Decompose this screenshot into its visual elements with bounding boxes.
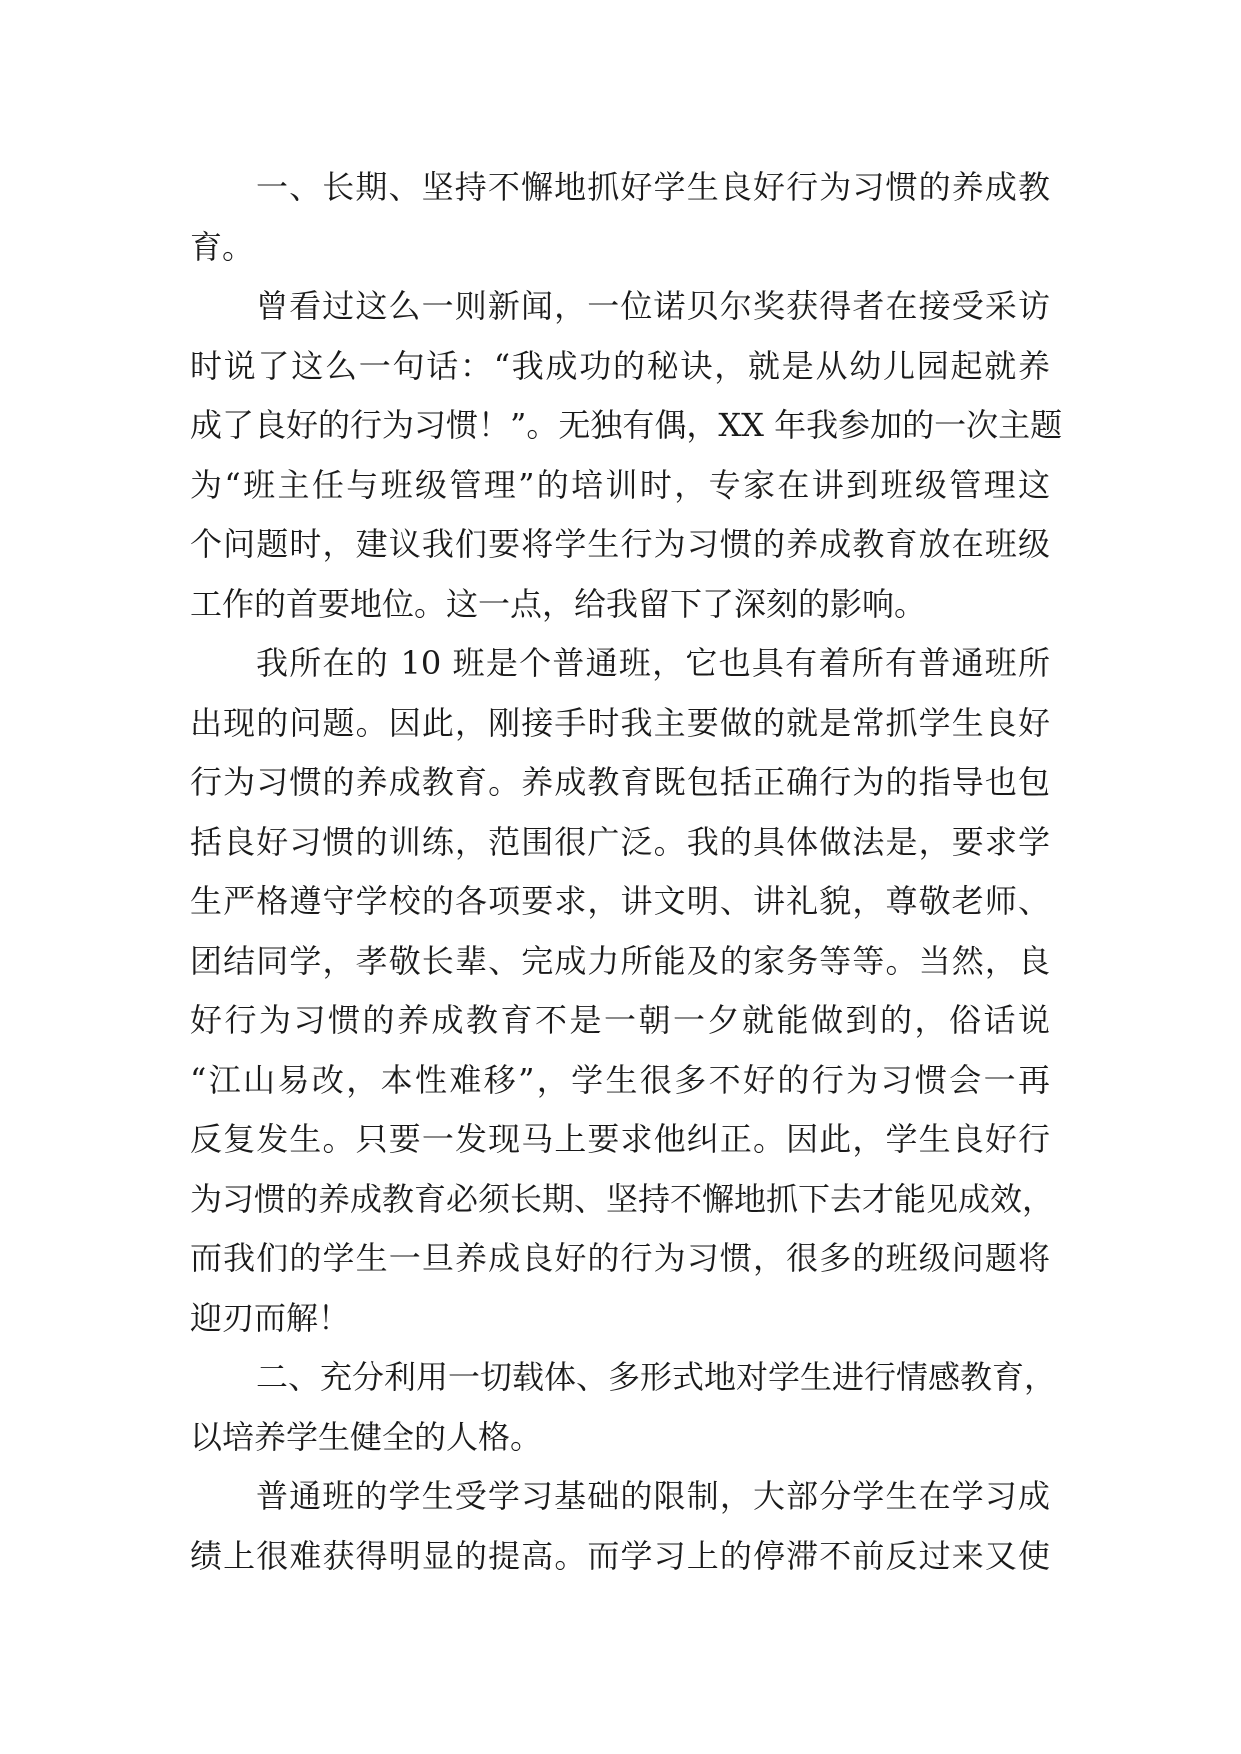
text-line: 一、长期、坚持不懈地抓好学生良好行为习惯的养成教 xyxy=(256,168,1050,206)
text-line: 出现的问题。因此，刚接手时我主要做的就是常抓学生良好 xyxy=(190,703,1050,742)
text-line: 曾看过这么一则新闻，一位诺贝尔奖获得者在接受采访 xyxy=(256,287,1050,325)
text-line: 团结同学，孝敬长辈、完成力所能及的家务等等。当然，良 xyxy=(190,941,1050,980)
paragraph-1 xyxy=(190,158,1050,277)
text-line: 二、充分利用一切载体、多形式地对学生进行情感教育， xyxy=(256,1358,1057,1396)
paragraph-3 xyxy=(190,634,1055,1348)
text-line: 个问题时，建议我们要将学生行为习惯的养成教育放在班级 xyxy=(190,525,1050,563)
text-line: 以培养学生健全的人格。 xyxy=(190,1417,543,1456)
text-line: 绩上很难获得明显的提高。而学习上的停滞不前反过来又使 xyxy=(190,1536,1050,1575)
text-line: 为“班主任与班级管理”的培训时，专家在讲到班级管理这 xyxy=(190,465,1050,504)
text-line: 我所在的 10 班是个普通班，它也具有着所有普通班所 xyxy=(256,644,1050,682)
text-line: 而我们的学生一旦养成良好的行为习惯，很多的班级问题将 xyxy=(190,1239,1050,1277)
text-line: 工作的首要地位。这一点，给我留下了深刻的影响。 xyxy=(190,584,927,623)
text-line: 行为习惯的养成教育。养成教育既包括正确行为的指导也包 xyxy=(190,763,1050,801)
text-line: 迎刃而解！ xyxy=(190,1298,351,1337)
text-line: 括良好习惯的训练，范围很广泛。我的具体做法是，要求学 xyxy=(190,822,1050,861)
text-line: 生严格遵守学校的各项要求，讲文明、讲礼貌，尊敬老师、 xyxy=(190,882,1050,920)
text-line: 时说了这么一句话：“我成功的秘诀，就是从幼儿园起就养 xyxy=(190,346,1050,385)
text-line: 为习惯的养成教育必须长期、坚持不懈地抓下去才能见成效， xyxy=(190,1179,1055,1218)
text-line: 普通班的学生受学习基础的限制，大部分学生在学习成 xyxy=(256,1477,1050,1515)
paragraph-2 xyxy=(190,277,1063,634)
text-line: 成了良好的行为习惯！”。无独有偶，XX 年我参加的一次主题 xyxy=(190,406,1063,444)
text-line: 反复发生。只要一发现马上要求他纠正。因此，学生良好行 xyxy=(190,1120,1050,1158)
paragraph-5 xyxy=(190,1467,1050,1586)
text-line: “江山易改，本性难移”，学生很多不好的行为习惯会一再 xyxy=(190,1060,1050,1099)
text-line: 好行为习惯的养成教育不是一朝一夕就能做到的，俗话说 xyxy=(190,1001,1050,1039)
paragraph-4 xyxy=(190,1348,1057,1467)
document-body xyxy=(190,158,1063,1586)
text-line: 育。 xyxy=(190,227,255,266)
